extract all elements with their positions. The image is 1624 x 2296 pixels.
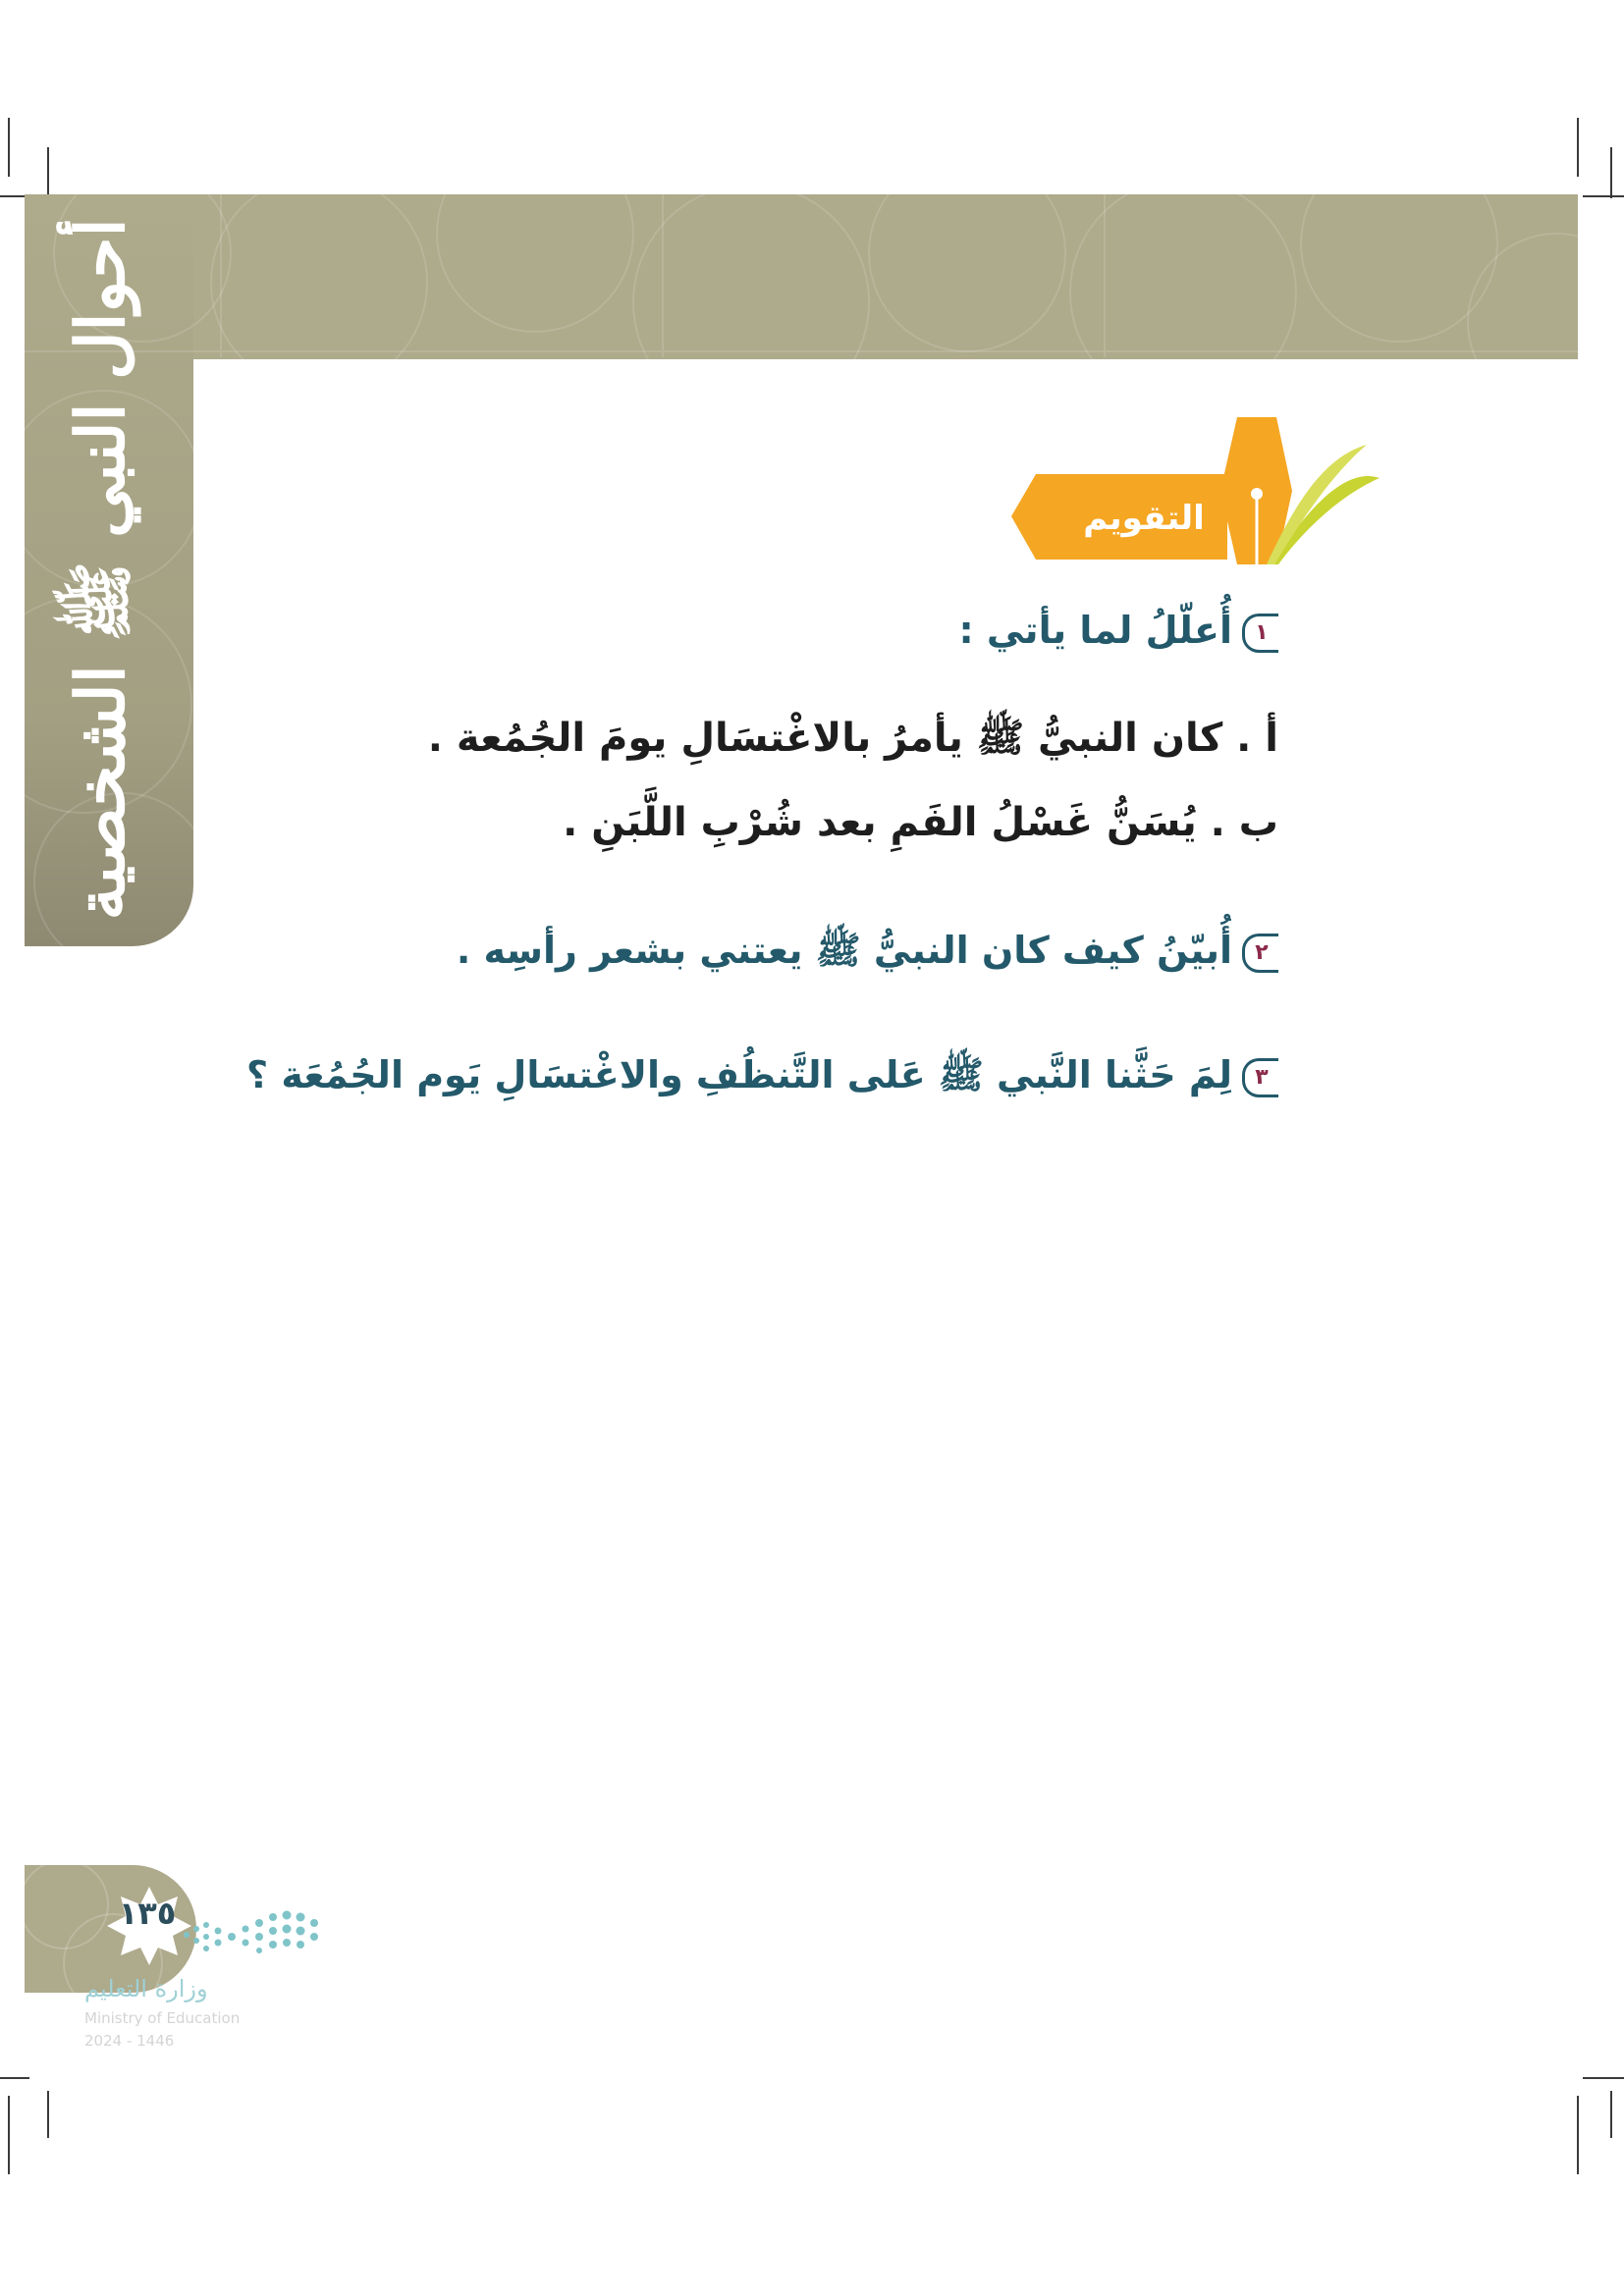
crop-mark	[1610, 147, 1612, 198]
question-text: لِمَ حَثَّنا النَّبي ﷺ عَلى التَّنظُفِ والاغْتسَالِ يَوم الجُمُعَة ؟	[246, 1053, 1232, 1096]
crop-mark	[1577, 2096, 1579, 2174]
question-3	[246, 1052, 1278, 1106]
chapter-title: أحوال النبي ﷺ الشخصية	[62, 218, 140, 921]
crop-mark	[47, 147, 49, 198]
crop-mark	[8, 118, 10, 177]
section-badge-graphic	[1011, 417, 1384, 564]
page-number: ١٣٥	[118, 1895, 177, 1932]
section-badge-label: التقويم	[1083, 499, 1205, 538]
question-1	[958, 609, 1278, 653]
question-number: ٣	[1242, 1058, 1278, 1097]
crop-mark	[0, 2077, 29, 2079]
ministry-name-english: Ministry of Education	[84, 2009, 241, 2027]
academic-year: 2024 - 1446	[84, 2032, 175, 2050]
sub-item-b: ب . يُسَنُّ غَسْلُ الفَمِ بعد شُرْبِ اللَّبَنِ .	[563, 800, 1278, 845]
sub-item-a: أ . كان النبيُّ ﷺ يأمرُ بالاغْتسَالِ يومَ الجُمُعة .	[427, 716, 1278, 761]
crop-mark	[47, 2091, 49, 2138]
ministry-name-arabic: وزارة التعليم	[84, 1975, 208, 2002]
question-number: ١	[1242, 614, 1278, 653]
crop-mark	[1577, 118, 1579, 177]
question-2	[457, 928, 1278, 982]
ministry-logo-dots	[177, 1907, 324, 1956]
crop-mark	[1583, 2077, 1624, 2079]
question-number: ٢	[1242, 934, 1278, 973]
question-text: أُبيّنُ كيف كان النبيُّ ﷺ يعتني بشعر رأسِه .	[456, 929, 1232, 972]
crop-mark	[1610, 2091, 1612, 2138]
crop-mark	[1583, 195, 1624, 197]
crop-mark	[8, 2096, 10, 2174]
question-text: أُعلّلُ لما يأتي :	[958, 609, 1232, 652]
